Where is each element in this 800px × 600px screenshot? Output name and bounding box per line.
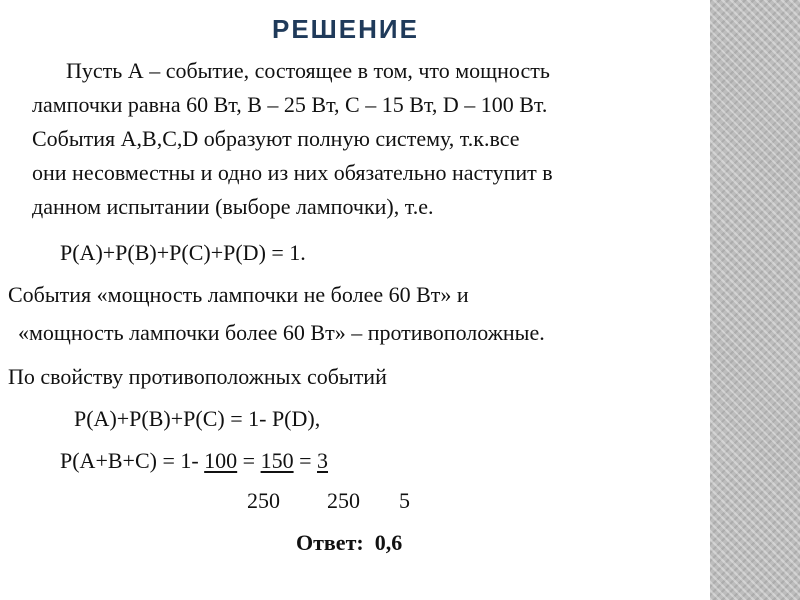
events-text-line-1: События «мощность лампочки не более 60 Вт» и: [8, 282, 469, 307]
denominator-2: 250: [327, 488, 360, 513]
slide-title: РЕШЕНИЕ: [272, 14, 419, 44]
equation-complement: P(A)+P(B)+P(C) = 1- P(D),: [74, 406, 321, 431]
numerator-1: 100: [204, 448, 238, 473]
property-text: По свойству противоположных событий: [8, 364, 387, 389]
events-text-line-2: «мощность лампочки более 60 Вт» – противоположные.: [18, 320, 545, 345]
answer-value: 0,6: [374, 530, 403, 555]
denominator-1: 250: [247, 488, 280, 513]
equation-calculation: [60, 448, 328, 474]
calc-prefix: P(A+B+C) = 1-: [60, 448, 205, 473]
paragraph-line-1: Пусть А – событие, состоящее в том, что мощность: [66, 58, 550, 83]
paragraph-line-5: данном испытании (выборе лампочки), т.е.: [32, 194, 434, 219]
numerator-2: 150: [260, 448, 294, 473]
paragraph-line-2: лампочки равна 60 Вт, В – 25 Вт, С – 15 Вт, D – 100 Вт.: [32, 92, 548, 117]
paragraph-line-4: они несовместны и одно из них обязательно наступит в: [32, 160, 553, 185]
decorative-side-panel: [710, 0, 800, 600]
paragraph-line-3: События A,B,C,D образуют полную систему, т.к.все: [32, 126, 520, 151]
answer: [296, 530, 402, 556]
calc-separator-1: =: [237, 448, 261, 473]
denominator-3: 5: [399, 488, 410, 513]
numerator-3: 3: [317, 448, 329, 473]
calc-separator-2: =: [293, 448, 318, 473]
answer-label: Ответ:: [296, 530, 364, 555]
equation-full-system: P(A)+P(B)+P(C)+P(D) = 1.: [60, 240, 306, 265]
